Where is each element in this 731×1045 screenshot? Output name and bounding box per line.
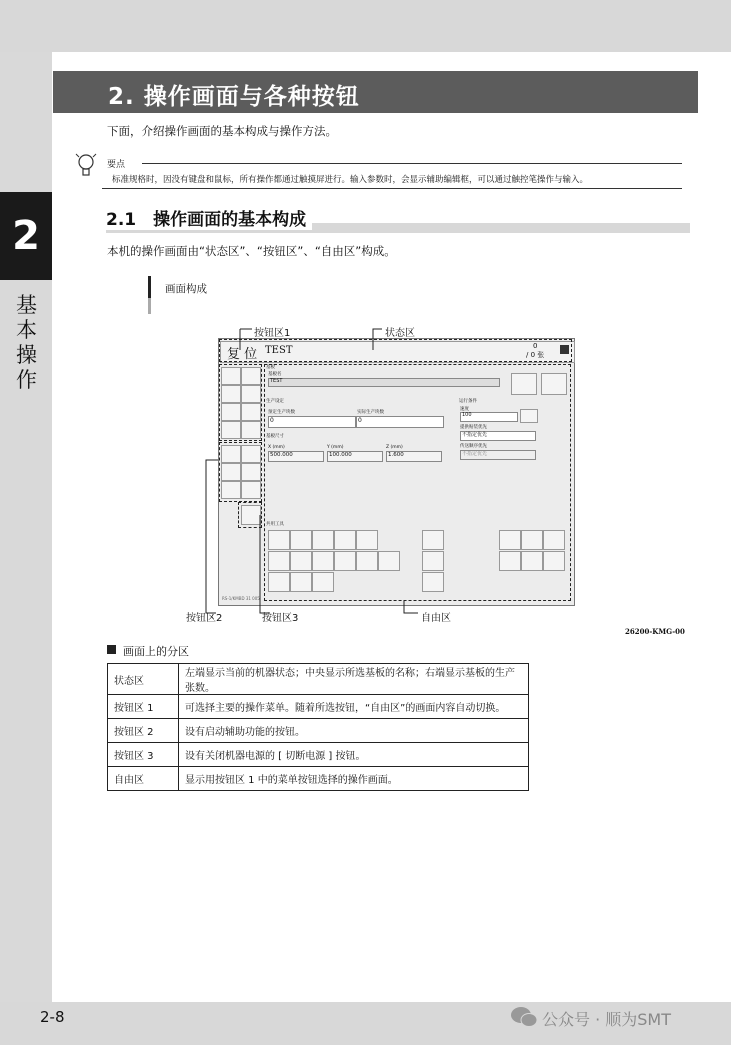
tools-label: 共用工具 <box>266 522 284 527</box>
table-heading: 画面上的分区 <box>123 645 189 658</box>
figure-code: 26200-KMG-00 <box>625 627 685 636</box>
prod-val2: 0 <box>358 417 362 424</box>
page-title: 2. 操作画面与各种按钮 <box>108 84 360 110</box>
section-title: 2.1 操作画面的基本构成 <box>106 205 312 230</box>
prod-section: 生产设定 <box>266 399 284 404</box>
callout-btn1: 按钮区1 <box>254 328 291 339</box>
z-value: 1.600 <box>388 452 404 458</box>
prod-target-label: 预定生产块数 <box>268 410 295 415</box>
screen-count-bottom: / 0 张 <box>526 351 545 359</box>
table-row: 按钮区 2 设有启动辅助功能的按钮。 <box>108 719 529 743</box>
zone-table <box>107 663 529 791</box>
opt1-label: 提供贴装优先 <box>460 425 487 430</box>
reset-button: 复 位 <box>227 347 258 362</box>
board-name-label: 基板名 <box>268 372 282 377</box>
y-value: 100.000 <box>329 452 352 458</box>
wechat-icon <box>510 1005 538 1029</box>
board-section: 基板 <box>266 365 275 370</box>
figure-heading-mark-gray <box>148 298 151 314</box>
screen-board-name: TEST <box>265 345 293 356</box>
tip-rule-top <box>142 163 682 164</box>
x-value: 500.000 <box>270 452 293 458</box>
speed-value: 100 <box>462 412 472 418</box>
prod-done-label: 实际生产块数 <box>357 410 384 415</box>
intro-text: 下面，介绍操作画面的基本构成与操作方法。 <box>107 124 337 138</box>
tip-label: 要点 <box>107 160 126 170</box>
bullet-square <box>107 645 116 654</box>
lightbulb-icon <box>74 151 98 181</box>
chapter-number: 2 <box>0 192 52 280</box>
tip-rule-bottom <box>102 188 682 189</box>
opt1-value: 不指定优先 <box>462 432 488 438</box>
screen-count-top: 0 <box>533 342 538 350</box>
size-section: 基板尺寸 <box>266 434 284 439</box>
callout-lines <box>180 320 460 620</box>
chapter-title-vertical: 基本操作 <box>16 293 37 392</box>
run-section: 运行条件 <box>459 399 477 404</box>
x-label: X (mm) <box>268 445 285 450</box>
page-number: 2-8 <box>40 1008 65 1026</box>
table-row: 状态区 左端显示当前的机器状态；中央显示所选基板的名称；右端显示基板的生产张数。 <box>108 664 529 695</box>
y-label: Y (mm) <box>327 445 344 450</box>
callout-btn2: 按钮区2 <box>186 613 223 624</box>
figure-heading: 画面构成 <box>165 283 207 295</box>
table-row: 按钮区 3 设有关闭机器电源的 [ 切断电源 ] 按钮。 <box>108 743 529 767</box>
z-label: Z (mm) <box>386 445 403 450</box>
table-row: 按钮区 1 可选择主要的操作菜单。随着所选按钮，“自由区”的画面内容自动切换。 <box>108 695 529 719</box>
screen-footer: RS-1/KMBD 31 005 <box>222 596 260 601</box>
callout-btn3: 按钮区3 <box>262 613 299 624</box>
opt2-value: 不指定优先 <box>462 451 488 457</box>
callout-status: 状态区 <box>385 328 415 339</box>
watermark: 公众号 · 顺为SMT <box>542 1010 671 1029</box>
top-margin <box>0 0 731 52</box>
section-body: 本机的操作画面由“状态区”、“按钮区”、“自由区”构成。 <box>107 244 396 258</box>
prod-val1: 0 <box>270 417 274 424</box>
speed-label: 速度 <box>460 407 469 412</box>
table-row: 自由区 显示用按钮区 1 中的菜单按钮选择的操作画面。 <box>108 767 529 791</box>
board-name-value: TEST <box>270 378 283 384</box>
tip-text: 标准规格时，因没有键盘和鼠标，所有操作都通过触摸屏进行。输入参数时，会显示辅助编辑框，可以通过触控笔操作与输入。 <box>112 175 589 185</box>
figure-heading-mark <box>148 276 151 298</box>
callout-free: 自由区 <box>421 613 451 624</box>
opt2-label: 传送顺序优先 <box>460 444 487 449</box>
